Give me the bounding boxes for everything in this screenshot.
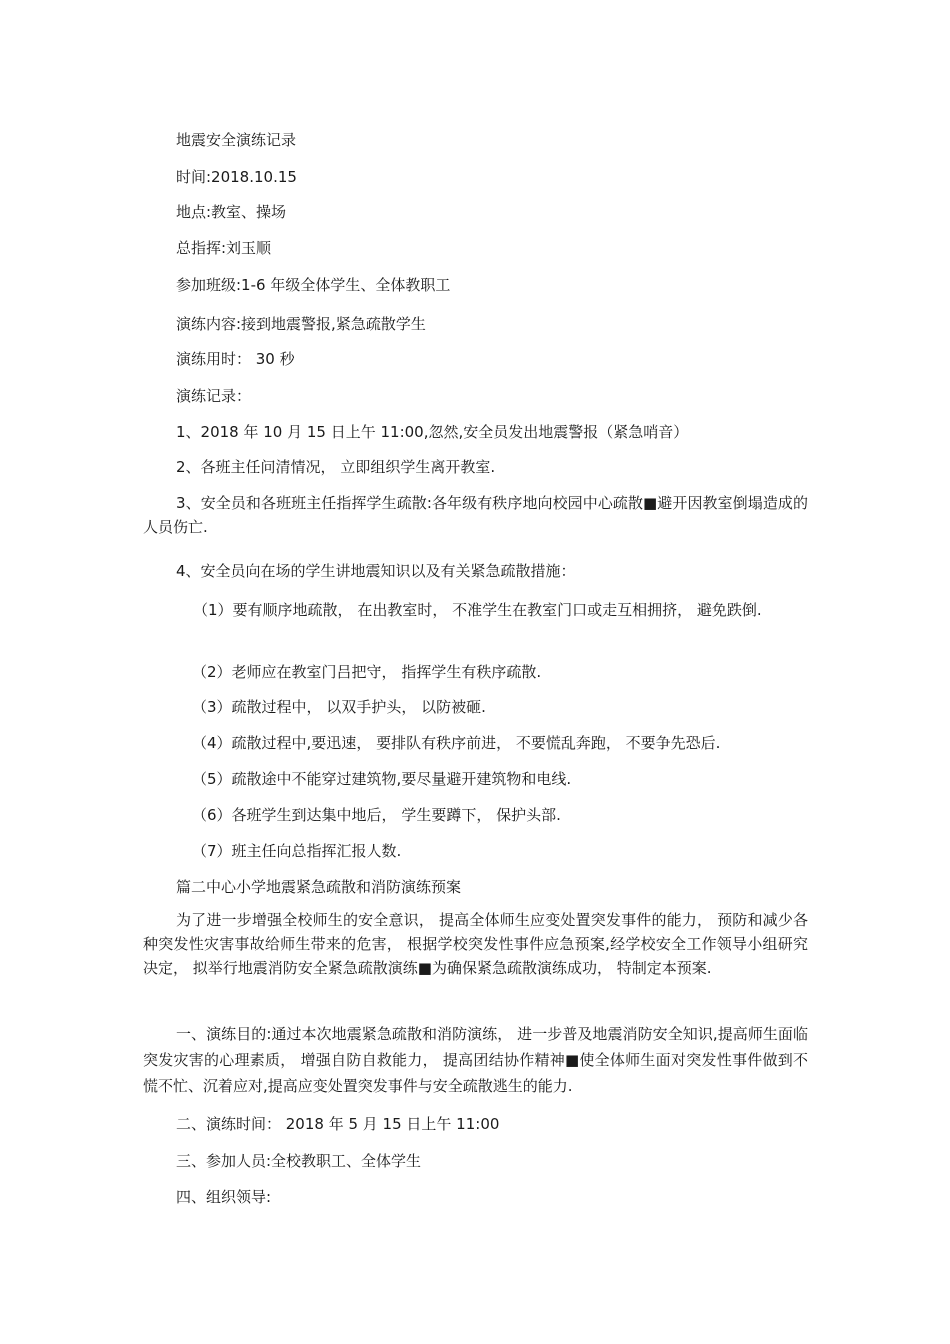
measure-5: （5）疏散途中不能穿过建筑物,要尽量避开建筑物和电线. bbox=[192, 770, 572, 788]
commander-line: 总指挥:刘玉顺 bbox=[176, 239, 272, 257]
intro-paragraph: 为了进一步增强全校师生的安全意识， 提高全体师生应变处置突发事件的能力， 预防和减少各种突发性灾害事故给师生带来的危害， 根据学校突发性事件应急预案,经学校安全工作领导小组研究决定， 拟举行地震消防安全紧急疏散演练■为确保紧急疏散演练成功， 特制定本预案. bbox=[143, 911, 808, 977]
measure-7: （7）班主任向总指挥汇报人数. bbox=[192, 842, 402, 860]
doc-title: 地震安全演练记录 bbox=[176, 131, 297, 149]
content-line: 演练内容:接到地震警报,紧急疏散学生 bbox=[176, 315, 426, 333]
classes-line: 参加班级:1-6 年级全体学生、全体教职工 bbox=[176, 276, 451, 294]
drill-place-line: 地点:教室、操场 bbox=[176, 203, 287, 221]
step-3: 3、安全员和各班班主任指挥学生疏散:各年级有秩序地向校园中心疏散■避开因教室倒塌造成的人员伤亡. bbox=[143, 494, 808, 536]
duration-line: 演练用时： 30 秒 bbox=[176, 350, 295, 368]
record-label: 演练记录： bbox=[176, 387, 252, 405]
measure-4: （4）疏散过程中,要迅速， 要排队有秩序前进， 不要慌乱奔跑， 不要争先恐后. bbox=[192, 734, 721, 752]
purpose-paragraph: 一、演练目的:通过本次地震紧急疏散和消防演练， 进一步普及地震消防安全知识,提高师生面临突发灾害的心理素质， 增强自防自救能力， 提高团结协作精神■使全体师生面对突发性事件做到不慌不忙、沉着应对,提高应变处置突发事件与安全疏散逃生的能力. bbox=[143, 1025, 808, 1095]
measure-1: （1）要有顺序地疏散， 在出教室时， 不准学生在教室门口或走互相拥挤， 避免跌倒. bbox=[193, 601, 762, 619]
step-2: 2、各班主任问清情况， 立即组织学生离开教室. bbox=[176, 458, 496, 476]
drill-time-line: 时间:2018.10.15 bbox=[176, 168, 297, 186]
step-4: 4、安全员向在场的学生讲地震知识以及有关紧急疏散措施： bbox=[176, 562, 576, 580]
measure-2: （2）老师应在教室门吕把守， 指挥学生有秩序疏散. bbox=[192, 663, 542, 681]
participants-section: 三、参加人员:全校教职工、全体学生 bbox=[176, 1152, 422, 1170]
measure-3: （3）疏散过程中， 以双手护头， 以防被砸. bbox=[192, 698, 486, 716]
step-1: 1、2018 年 10 月 15 日上午 11:00,忽然,安全员发出地震警报（紧急哨音） bbox=[176, 423, 689, 441]
drill-time-section: 二、演练时间： 2018 年 5 月 15 日上午 11:00 bbox=[176, 1115, 500, 1133]
measure-6: （6）各班学生到达集中地后， 学生要蹲下， 保护头部. bbox=[192, 806, 561, 824]
leadership-section: 四、组织领导: bbox=[176, 1188, 272, 1206]
section2-title: 篇二中心小学地震紧急疏散和消防演练预案 bbox=[176, 878, 462, 896]
